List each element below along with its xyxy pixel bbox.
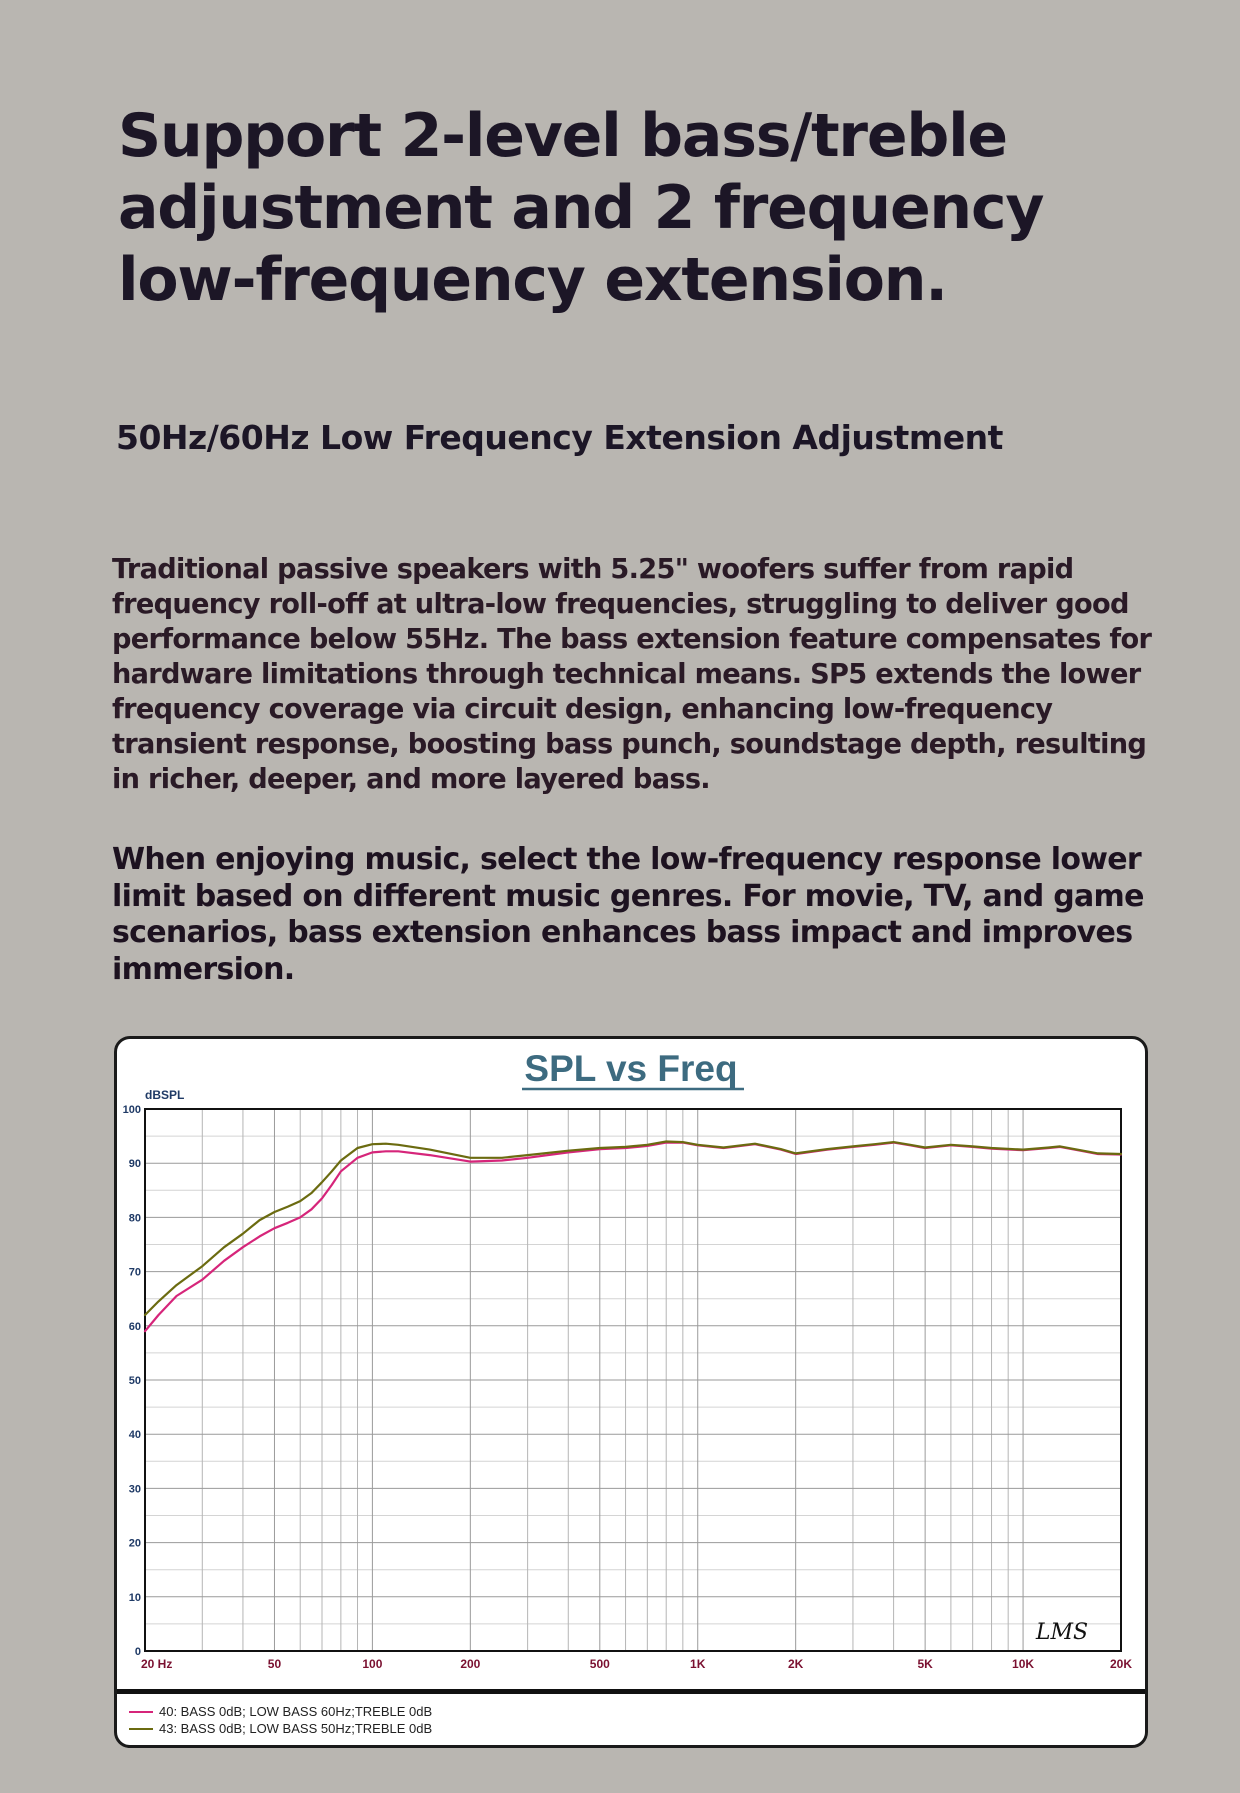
chart-card — [114, 1036, 1148, 1748]
x-tick-label: 100 — [362, 1657, 383, 1671]
y-tick-label: 80 — [128, 1212, 141, 1225]
x-tick-label: 500 — [589, 1657, 610, 1671]
headline: Support 2-level bass/treble adjustment and 2 frequency low-frequency extension. — [118, 101, 1044, 315]
spl-vs-freq-chart — [117, 1039, 1145, 1689]
x-tick-label: 20 Hz — [141, 1657, 173, 1671]
y-tick-label: 50 — [128, 1375, 141, 1387]
x-tick-label: 200 — [460, 1657, 481, 1671]
series-line-1 — [145, 1143, 1121, 1332]
legend-swatch — [129, 1711, 153, 1713]
x-tick-label: 1K — [690, 1657, 706, 1671]
legend-label: 43: BASS 0dB; LOW BASS 50Hz;TREBLE 0dB — [159, 1721, 433, 1736]
y-tick-label: 10 — [128, 1591, 141, 1604]
chart-legend — [129, 1703, 432, 1737]
subheading: 50Hz/60Hz Low Frequency Extension Adjustment — [116, 418, 1003, 457]
y-tick-label: 60 — [128, 1320, 141, 1333]
chart-title: SPL vs Freq — [524, 1048, 738, 1089]
lms-watermark: LMS — [1035, 1620, 1089, 1645]
y-tick-label: 20 — [128, 1537, 141, 1550]
y-tick-label: 100 — [122, 1104, 141, 1116]
x-tick-label: 2K — [787, 1657, 804, 1671]
y-tick-label: 30 — [128, 1483, 141, 1496]
y-tick-label: 0 — [134, 1646, 141, 1658]
legend-divider — [117, 1689, 1145, 1694]
y-axis-label: dBSPL — [145, 1088, 185, 1102]
legend-label: 40: BASS 0dB; LOW BASS 60Hz;TREBLE 0dB — [159, 1704, 433, 1719]
paragraph-bass-extension: Traditional passive speakers with 5.25" woofers suffer from rapid frequency roll-off at ultra-low frequencies, struggling to deliver good performance below 55Hz. The bass extension feature compensates for hardware limitations through technical means. SP5 extends the lower frequency coverage via circuit design, enhancing low-frequency transient response, boosting bass punch, soundstage depth, resulting in richer, deeper, and more layered bass. — [112, 554, 1152, 795]
y-tick-label: 40 — [128, 1429, 141, 1442]
x-tick-label: 5K — [917, 1657, 933, 1671]
x-tick-label: 10K — [1012, 1657, 1035, 1671]
x-tick-label: 50 — [267, 1657, 282, 1671]
paragraph-usage: When enjoying music, select the low-frequency response lower limit based on different music genres. For movie, TV, and game scenarios, bass extension enhances bass impact and improves immersion. — [112, 842, 1144, 987]
x-tick-label: 20K — [1109, 1657, 1133, 1671]
y-tick-label: 90 — [128, 1158, 141, 1171]
y-tick-label: 70 — [128, 1266, 141, 1279]
legend-item-2 — [129, 1720, 432, 1737]
series-line-2 — [145, 1142, 1121, 1316]
legend-swatch — [129, 1728, 153, 1730]
legend-item-1 — [129, 1703, 432, 1720]
